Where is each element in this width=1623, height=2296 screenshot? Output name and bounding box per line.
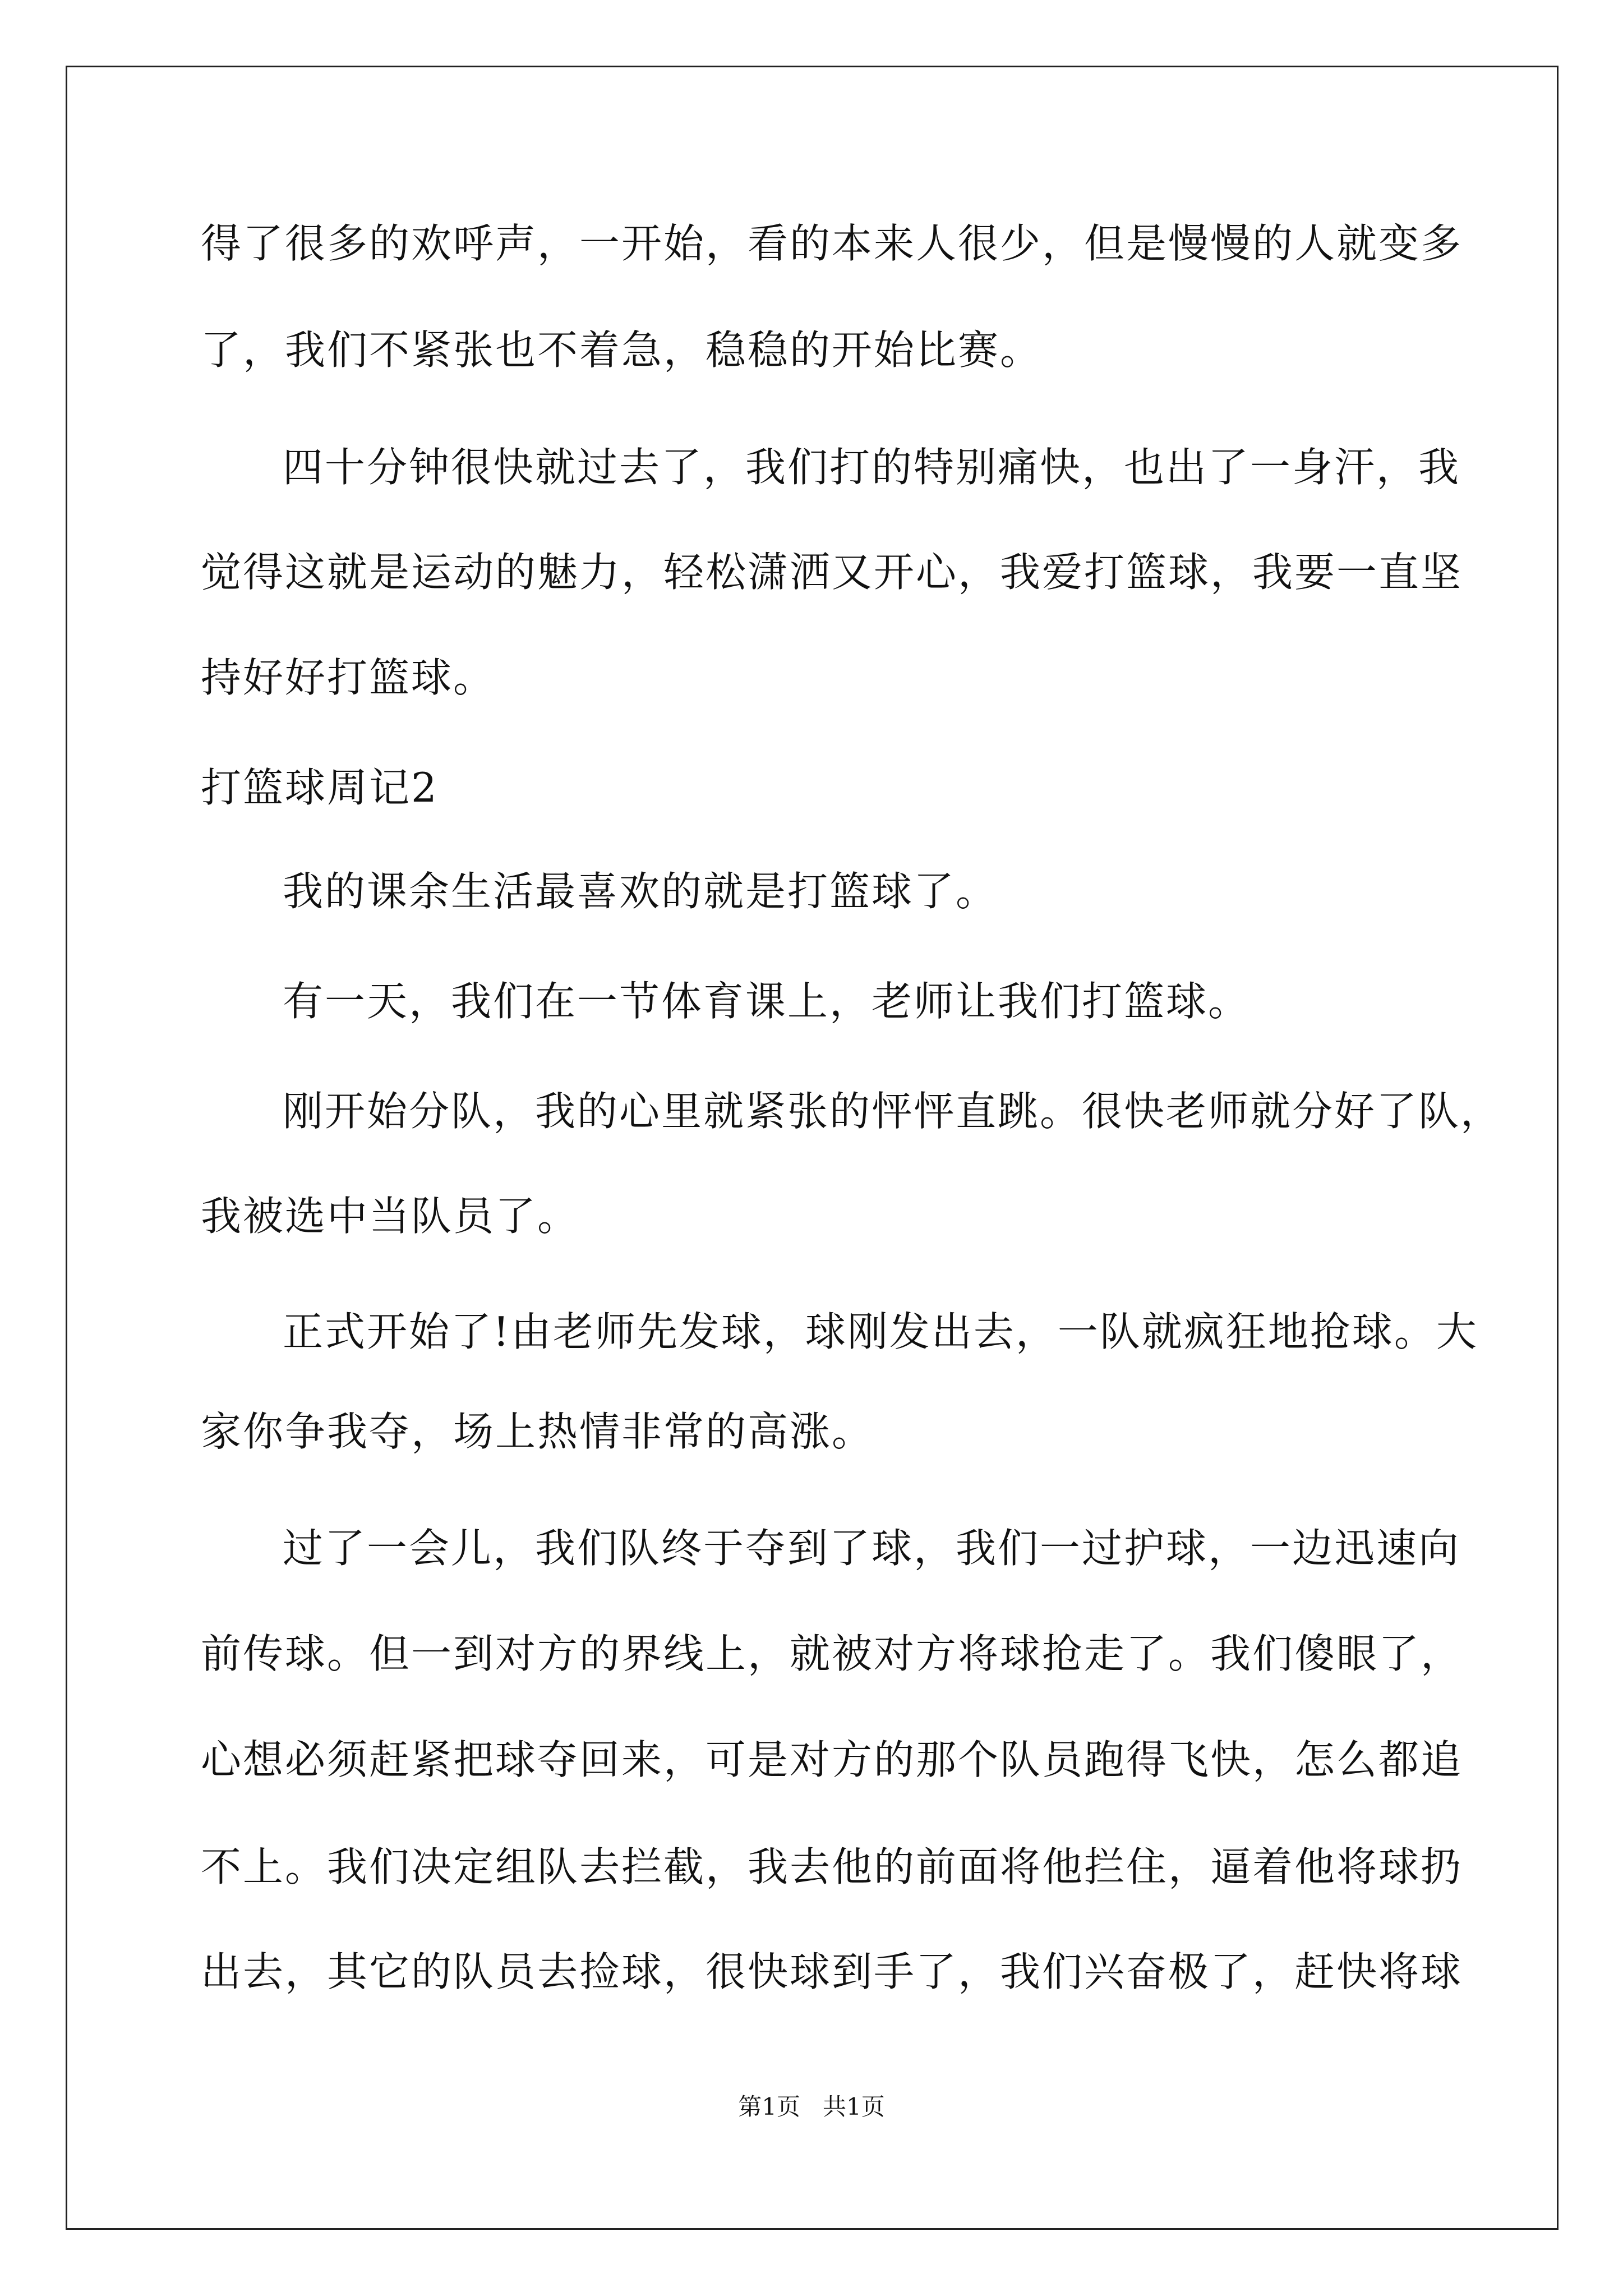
- paragraph-first-line: 有一天，我们在一节体育课上，老师让我们打篮球。: [283, 978, 1251, 1025]
- text-line: 心想必须赶紧把球夺回来，可是对方的那个队员跑得飞快，怎么都追: [201, 1736, 1463, 1783]
- text-line: 不上。我们决定组队去拦截，我去他的前面将他拦住，逼着他将球扔: [201, 1843, 1463, 1890]
- text-line: 出去，其它的队员去捡球，很快球到手了，我们兴奋极了，赶快将球: [201, 1948, 1463, 1995]
- paragraph-first-line: 刚开始分队，我的心里就紧张的怦怦直跳。很快老师就分好了队，: [283, 1088, 1503, 1135]
- text-line: 持好好打篮球。: [201, 654, 496, 701]
- page-border: [66, 66, 1559, 2230]
- paragraph-first-line: 正式开始了!由老师先发球，球刚发出去，一队就疯狂地抢球。大: [283, 1308, 1478, 1355]
- text-line: 前传球。但一到对方的界线上，就被对方将球抢走了。我们傻眼了，: [201, 1630, 1463, 1677]
- text-line: 了，我们不紧张也不着急，稳稳的开始比赛。: [201, 326, 1043, 374]
- text-line: 觉得这就是运动的魅力，轻松潇洒又开心，我爱打篮球，我要一直坚: [201, 549, 1463, 596]
- page-footer: 第1页 共1页: [738, 2093, 885, 2120]
- paragraph-first-line: 四十分钟很快就过去了，我们打的特别痛快，也出了一身汗，我: [283, 444, 1461, 491]
- paragraph-first-line: 我的课余生活最喜欢的就是打篮球了。: [283, 868, 998, 915]
- section-heading: 打篮球周记2: [201, 764, 439, 811]
- paragraph-first-line: 过了一会儿，我们队终于夺到了球，我们一过护球，一边迅速向: [283, 1525, 1461, 1572]
- text-line: 得了很多的欢呼声，一开始，看的本来人很少，但是慢慢的人就变多: [201, 220, 1463, 267]
- text-line: 我被选中当队员了。: [201, 1193, 580, 1240]
- text-line: 家你争我夺，场上热情非常的高涨。: [201, 1408, 874, 1455]
